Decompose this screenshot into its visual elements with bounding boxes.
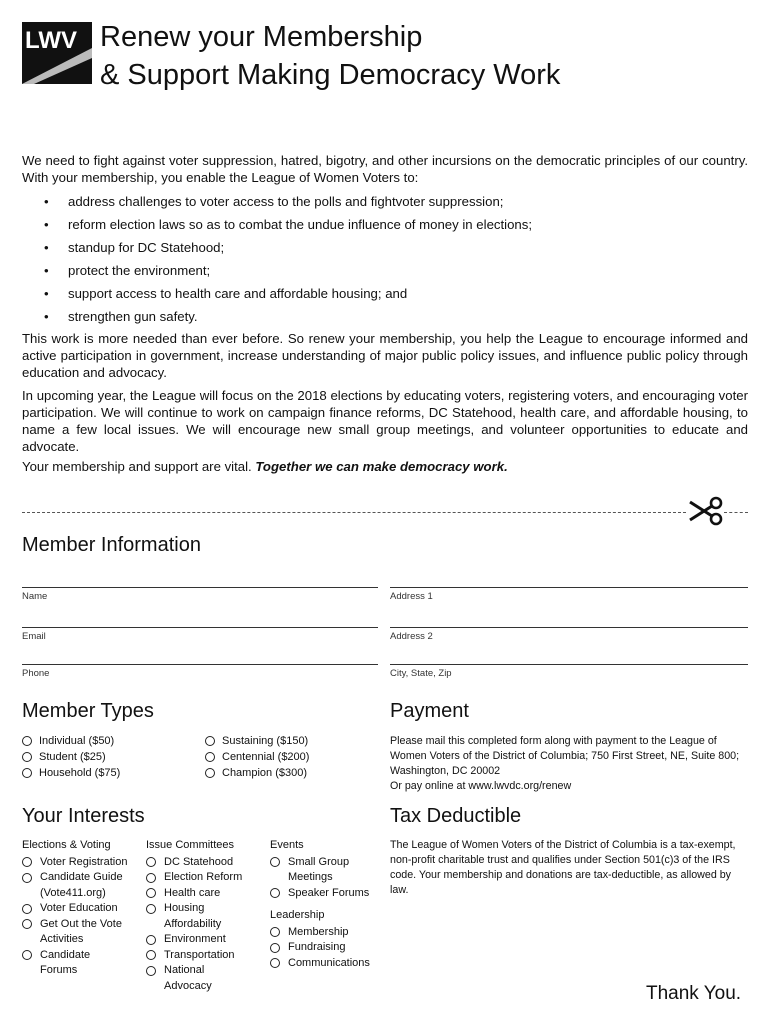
radio-icon[interactable] [205, 736, 215, 746]
payment-heading: Payment [390, 700, 469, 722]
radio-icon[interactable] [205, 768, 215, 778]
bullet-item: • protect the environment; [22, 259, 748, 282]
vital-text: Your membership and support are vital. [22, 459, 256, 474]
interest-national-advocacy[interactable]: National Advocacy [146, 963, 266, 994]
intro-paragraph-4 [22, 458, 748, 475]
interest-transportation[interactable]: Transportation [146, 948, 266, 964]
radio-icon[interactable] [146, 950, 156, 960]
address2-field[interactable] [390, 627, 748, 647]
member-info-heading: Member Information [22, 534, 201, 556]
bullet-item: • address challenges to voter access to the polls and fightvoter suppression; [22, 190, 748, 213]
interest-communications[interactable]: Communications [270, 956, 385, 972]
payment-instructions: Please mail this completed form along with payment to the League of Women Voters of the District of Columbia; 750 First Street, NE, Suite 800; Washington, DC 20002 [390, 735, 740, 777]
bullet-item: • standup for DC Statehood; [22, 236, 748, 259]
page-title [100, 18, 560, 94]
radio-icon[interactable] [22, 919, 32, 929]
radio-icon[interactable] [22, 768, 32, 778]
name-field[interactable] [22, 587, 378, 607]
intro-paragraph-3: In upcoming year, the League will focus on the 2018 elections by educating voters, registering voters, and encouraging voter participation. We will continue to work on campaign finance reforms, DC Statehood, health care, and affordable housing, to name a few local issues. We will encourage new small group meetings, and volunteer opportunities to educate and advocate. [22, 388, 748, 454]
radio-icon[interactable] [270, 927, 280, 937]
cut-line [22, 512, 686, 513]
name-label: Name [22, 591, 48, 602]
radio-icon[interactable] [146, 873, 156, 883]
interest-dc-statehood[interactable]: DC Statehood [146, 855, 266, 871]
city-label: City, State, Zip [390, 668, 452, 679]
elections-column [22, 838, 142, 979]
city-state-zip-field[interactable] [390, 664, 748, 684]
radio-icon[interactable] [22, 950, 32, 960]
email-label: Email [22, 631, 46, 642]
cut-line-end [724, 512, 748, 513]
radio-icon[interactable] [22, 904, 32, 914]
option-sustaining[interactable]: Sustaining ($150) [205, 733, 308, 749]
option-centennial[interactable]: Centennial ($200) [205, 749, 309, 765]
interest-health-care[interactable]: Health care [146, 886, 266, 902]
title-line-2: & Support Making Democracy Work [100, 59, 561, 91]
option-student[interactable]: Student ($25) [22, 749, 106, 765]
address2-label: Address 2 [390, 631, 433, 642]
logo-text: LWV [25, 27, 77, 54]
interest-fundraising[interactable]: Fundraising [270, 940, 385, 956]
interest-voter-education[interactable]: Voter Education [22, 901, 142, 917]
interest-housing[interactable]: Housing Affordability [146, 901, 266, 932]
radio-icon[interactable] [270, 888, 280, 898]
interest-get-out-the-vote[interactable]: Get Out the Vote Activities [22, 917, 142, 948]
tax-heading: Tax Deductible [390, 805, 522, 827]
bullet-item: • strengthen gun safety. [22, 305, 748, 328]
interest-voter-registration[interactable]: Voter Registration [22, 855, 142, 871]
interest-candidate-guide[interactable]: Candidate Guide (Vote411.org) [22, 870, 142, 901]
option-champion[interactable]: Champion ($300) [205, 765, 307, 781]
elections-header: Elections & Voting [22, 839, 111, 851]
interest-small-group[interactable]: Small Group Meetings [270, 855, 385, 886]
radio-icon[interactable] [270, 943, 280, 953]
radio-icon[interactable] [270, 857, 280, 867]
intro-paragraph-1: We need to fight against voter suppression, hatred, bigotry, and other incursions on the democratic principles of our country. With your membership, you enable the League of Women Voters to: [22, 153, 748, 185]
tax-text: The League of Women Voters of the District of Columbia is a tax-exempt, non-profit charitable trust and qualifies under Section 501(c)3 of the IRS code. Your membership and donations are tax-deductible, as allowed by law. [390, 839, 736, 896]
events-header: Events [270, 839, 304, 851]
radio-icon[interactable] [146, 888, 156, 898]
committees-column [146, 838, 266, 994]
option-individual[interactable]: Individual ($50) [22, 733, 114, 749]
interest-speaker-forums[interactable]: Speaker Forums [270, 886, 385, 902]
interest-candidate-forums[interactable]: Candidate Forums [22, 948, 142, 979]
radio-icon[interactable] [146, 904, 156, 914]
option-household[interactable]: Household ($75) [22, 765, 120, 781]
interest-election-reform[interactable]: Election Reform [146, 870, 266, 886]
radio-icon[interactable] [22, 752, 32, 762]
democracy-slogan: Together we can make democracy work. [255, 459, 508, 474]
radio-icon[interactable] [146, 857, 156, 867]
events-column [270, 838, 385, 971]
interests-heading: Your Interests [22, 805, 145, 827]
address1-label: Address 1 [390, 591, 433, 602]
radio-icon[interactable] [22, 873, 32, 883]
radio-icon[interactable] [270, 958, 280, 968]
intro-bullet-list [22, 190, 748, 328]
payment-online: Or pay online at www.lwvdc.org/renew [390, 780, 572, 792]
scissors-icon [688, 494, 724, 530]
payment-text [390, 734, 745, 794]
radio-icon[interactable] [146, 935, 156, 945]
lwv-logo [22, 22, 92, 84]
thank-you: Thank You. [646, 983, 742, 1004]
committees-header: Issue Committees [146, 839, 235, 851]
intro-paragraph-2: This work is more needed than ever before. So renew your membership, you help the League to encourage informed and active participation in government, increase understanding of major public policy issues, and influence public policy through education and advocacy. [22, 331, 748, 380]
phone-field[interactable] [22, 664, 378, 684]
title-line-1: Renew your Membership [100, 21, 423, 53]
leadership-header: Leadership [270, 909, 325, 921]
intro-text [22, 152, 748, 475]
bullet-item: • support access to health care and affordable housing; and [22, 282, 748, 305]
radio-icon[interactable] [22, 857, 32, 867]
interest-environment[interactable]: Environment [146, 932, 266, 948]
address1-field[interactable] [390, 587, 748, 607]
header [22, 18, 762, 90]
radio-icon[interactable] [146, 966, 156, 976]
radio-icon[interactable] [22, 736, 32, 746]
radio-icon[interactable] [205, 752, 215, 762]
interest-membership[interactable]: Membership [270, 925, 385, 941]
bullet-item: • reform election laws so as to combat the undue influence of money in elections; [22, 213, 748, 236]
phone-label: Phone [22, 668, 50, 679]
email-field[interactable] [22, 627, 378, 647]
member-types-heading: Member Types [22, 700, 154, 722]
